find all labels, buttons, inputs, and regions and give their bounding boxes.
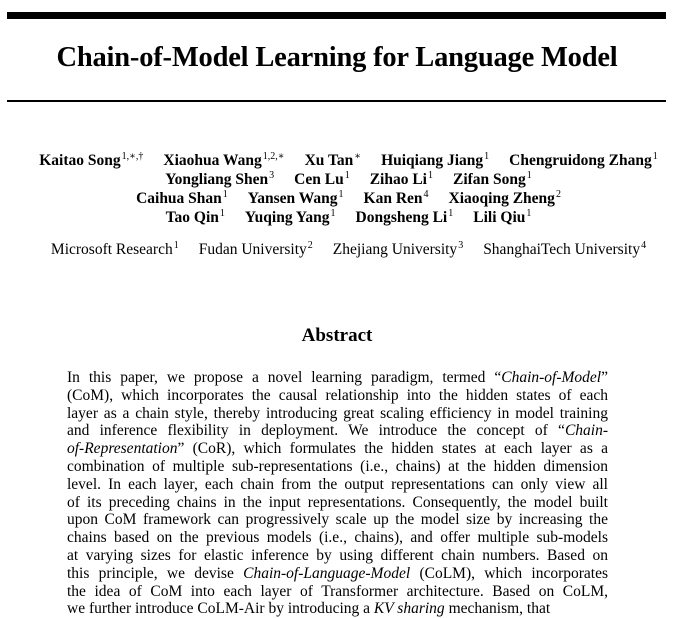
affiliation: ShanghaiTech University$^4$	[483, 240, 647, 258]
abstract-line: the idea of CoM into each layer of Transformer architecture. Based on CoLM,	[67, 582, 608, 600]
abstract-line: we further introduce CoLM-Air by introducing a KV sharing mechanism, that	[67, 600, 551, 618]
author-affiliation-mark: 1	[344, 170, 350, 181]
author-affiliation-mark: ∗	[354, 151, 362, 162]
author-affiliation-mark: 2	[555, 189, 561, 200]
author-name: Cen Lu$^1$	[294, 170, 350, 188]
author-affiliation-mark: 1	[652, 151, 658, 162]
affiliation: Zhejiang University$^3$	[332, 240, 464, 258]
abstract-line: this principle, we devise Chain-of-Language-Model (CoLM), which incorporates	[67, 564, 609, 582]
abstract-line: of-Representation” (CoR), which formulates the hidden states at each layer as a	[67, 440, 608, 458]
author-affiliation-mark: 1	[526, 208, 532, 219]
author-row	[0, 204, 697, 226]
affiliation-list	[0, 240, 697, 259]
abstract-line: layer as a chain style, thereby introducing great scaling efficiency in model training	[67, 404, 608, 422]
author-affiliation-mark: 4	[423, 189, 429, 200]
author-name: Huiqiang Jiang$^1$	[381, 151, 490, 169]
abstract-line: at varying sizes for elastic inference by using different chain numbers. Based on	[67, 546, 608, 564]
author-list	[0, 147, 697, 226]
abstract-line: In this paper, we propose a novel learning paradigm, termed “Chain-of-Model”	[67, 369, 608, 386]
top-rule	[7, 12, 666, 19]
abstract-heading: Abstract	[301, 325, 373, 346]
affiliation: Fudan University$^2$	[198, 240, 313, 258]
author-name: Zihao Li$^1$	[369, 170, 433, 188]
author-name: Zifan Song$^1$	[452, 170, 532, 188]
author-name: Tao Qin$^1$	[165, 208, 225, 226]
author-name: Yuqing Yang$^1$	[244, 208, 336, 226]
abstract-line: upon CoM framework can progressively scale up the model size by increasing the	[67, 511, 608, 529]
author-affiliation-mark: 1	[484, 151, 490, 162]
abstract-line: combination of multiple sub-representations (i.e., chains) at the hidden dimension	[67, 457, 608, 475]
author-affiliation-mark: 1	[448, 208, 454, 219]
author-affiliation-mark: 1	[222, 189, 228, 200]
author-name: Yongliang Shen$^3$	[165, 170, 275, 188]
author-name: Lili Qiu$^1$	[473, 208, 532, 226]
author-affiliation-mark: 1,∗,†	[121, 151, 144, 162]
author-affiliation-mark: 1	[526, 170, 532, 181]
author-name: Kan Ren$^4$	[363, 189, 429, 207]
author-row	[0, 147, 697, 169]
author-name: Caihua Shan$^1$	[136, 189, 228, 207]
author-name: Kaitao Song$^{1,∗,\dagger}$	[39, 151, 144, 169]
author-name: Yansen Wang$^1$	[247, 189, 344, 207]
author-name: Chengruidong Zhang$^1$	[509, 151, 658, 169]
author-name: Xu Tan∗	[304, 151, 362, 169]
author-affiliation-mark: 3	[269, 170, 275, 181]
affiliation: Microsoft Research$^1$	[50, 240, 179, 258]
title-rule	[7, 100, 666, 102]
abstract-line: of its preceding chains in the input representations. Consequently, the model built	[67, 493, 608, 511]
abstract-body	[67, 369, 608, 618]
abstract-line: chains based on the previous models (i.e., chains), and offer multiple sub-models	[67, 529, 608, 547]
abstract-line: and inference flexibility in deployment. We introduce the concept of “Chain-	[67, 422, 608, 440]
author-affiliation-mark: 1	[330, 208, 336, 219]
abstract-line: level. In each layer, each chain from the output representations can only view all	[67, 475, 608, 493]
author-name: Dongsheng Li$^1$	[355, 208, 454, 226]
abstract-line: (CoM), which incorporates the causal relationship into the hidden states of each	[67, 386, 608, 404]
author-name: Xiaohua Wang$^{1,2,∗}$	[163, 151, 285, 169]
author-affiliation-mark: 1	[338, 189, 344, 200]
author-row	[0, 185, 697, 207]
paper-title: Chain-of-Model Learning for Language Model	[56, 42, 618, 73]
author-affiliation-mark: 1,2,∗	[262, 151, 285, 162]
author-affiliation-mark: 1	[219, 208, 225, 219]
author-affiliation-mark: 1	[427, 170, 433, 181]
author-name: Xiaoqing Zheng$^2$	[448, 189, 561, 207]
